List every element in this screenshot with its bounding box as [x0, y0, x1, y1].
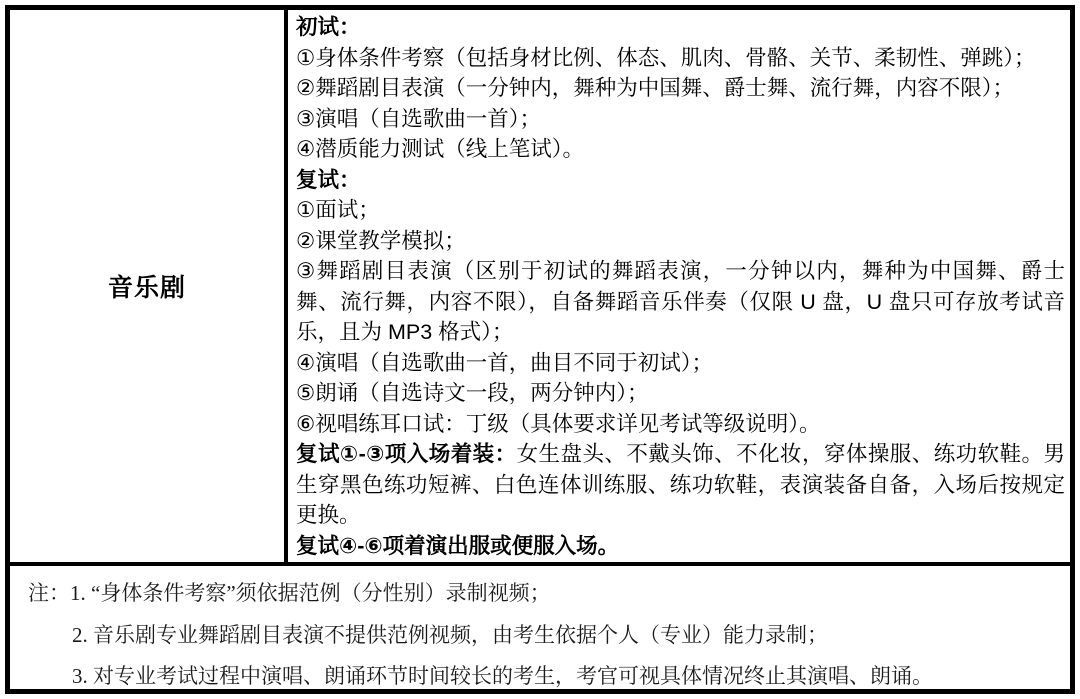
- dress-code-label: 复试①-③项入场着装：: [296, 442, 517, 466]
- preliminary-item-3: ③演唱（自选歌曲一首）；: [296, 106, 542, 131]
- category-cell: [10, 10, 288, 562]
- table-row-musical: [10, 10, 1070, 566]
- heading-second-exam: 复试：: [296, 167, 361, 192]
- second-exam-item-3: ③舞蹈剧目表演（区别于初试的舞蹈表演，一分钟以内，舞种为中国舞、爵士舞、流行舞，内容不限），自备舞蹈音乐伴奏（仅限 U 盘，U 盘只可存放考试音乐，且为 MP3 格式）；: [296, 259, 1065, 344]
- dress-code-line-2: 复试④-⑥项着演出服或便服入场。: [296, 533, 620, 558]
- dress-code-line: [296, 439, 1065, 531]
- note-line-1: [28, 573, 1058, 615]
- note-line-3: 3. 对专业考试过程中演唱、朗诵环节时间较长的考生，考官可视具体情况终止其演唱、朗诵。: [72, 664, 933, 688]
- preliminary-item-4: ④潜质能力测试（线上笔试）。: [296, 137, 585, 161]
- second-exam-item-5: ⑤朗诵（自选诗文一段，两分钟内）；: [296, 381, 649, 405]
- notes-section: [10, 566, 1070, 689]
- note-item-1: 1. “身体条件考察”须依据范例（分性别）录制视频；: [70, 581, 551, 605]
- exam-table: [5, 5, 1075, 694]
- note-line-2: 2. 音乐剧专业舞蹈剧目表演不提供范例视频，由考生依据个人（专业）能力录制；: [72, 622, 828, 647]
- heading-preliminary-exam: 初试：: [296, 15, 361, 39]
- second-exam-item-2: ②课堂教学模拟；: [296, 228, 466, 253]
- second-exam-item-4: ④演唱（自选歌曲一首，曲目不同于初试）；: [296, 350, 714, 375]
- requirements-cell: [288, 10, 1070, 562]
- category-label: 音乐剧: [107, 274, 186, 302]
- second-exam-item-1: ①面试；: [296, 198, 380, 222]
- preliminary-item-2: ②舞蹈剧目表演（一分钟内，舞种为中国舞、爵士舞、流行舞，内容不限）；: [296, 76, 1015, 100]
- second-exam-item-6: ⑥视唱练耳口试：丁级（具体要求详见考试等级说明）。: [296, 411, 821, 436]
- preliminary-item-1: ①身体条件考察（包括身材比例、体态、肌肉、骨骼、关节、柔韧性、弹跳）；: [296, 45, 1036, 70]
- dress-code-text: 女生盘头、不戴头饰、不化妆，穿体操服、练功软鞋。男生穿黑色练功短裤、白色连体训练服、练功软鞋，表演装备自备，入场后按规定更换。: [296, 442, 1065, 527]
- notes-label: 注：: [28, 581, 70, 605]
